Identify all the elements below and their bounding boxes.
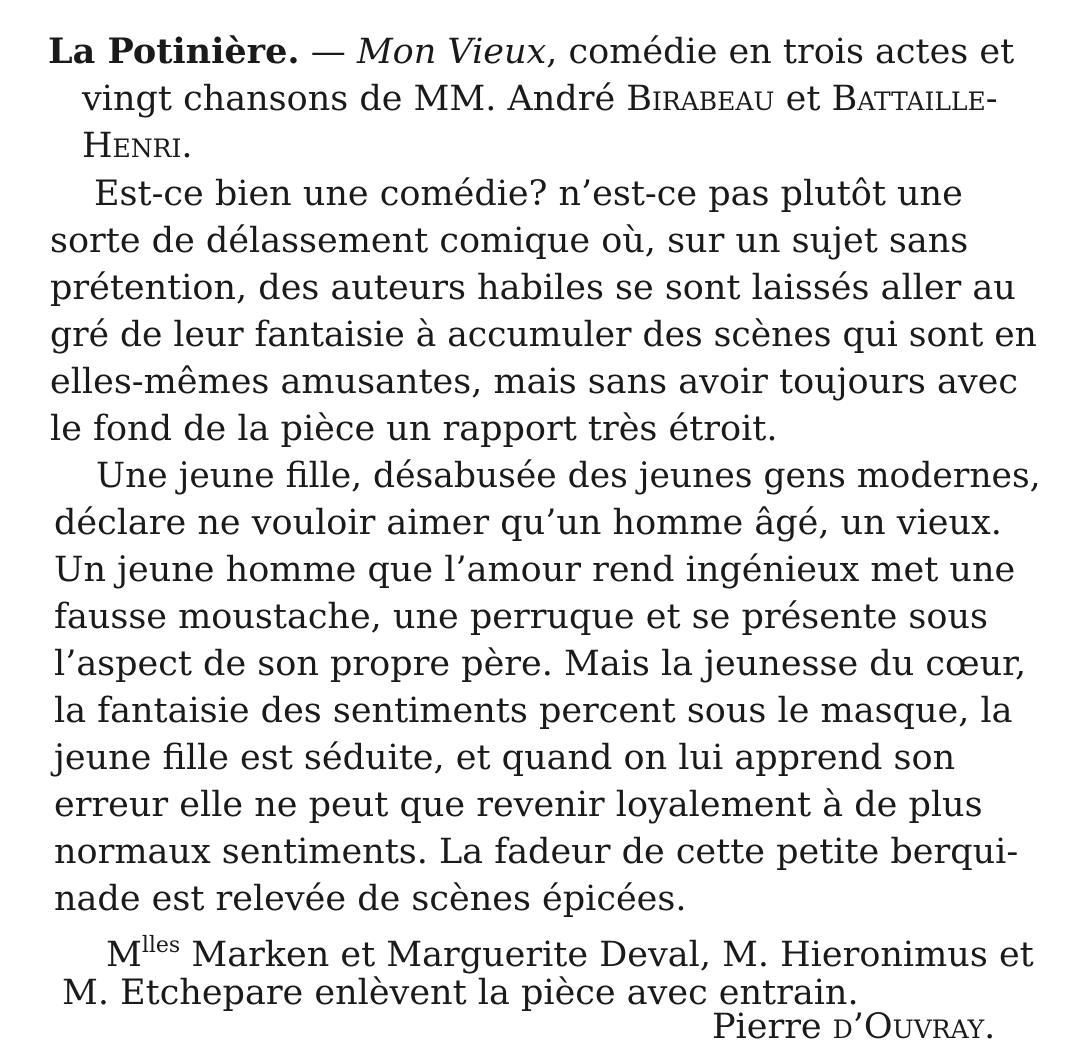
para2-line: jeune fille est séduite, et quand on lui apprend son <box>54 738 956 778</box>
para2-line: l’aspect de son propre père. Mais la jeunesse du cœur, <box>54 644 1027 684</box>
heading-line-1 <box>48 30 1014 74</box>
para1-line: prétention, des auteurs habiles se sont laissés aller au <box>50 268 1016 308</box>
play-title: Mon Vieux <box>356 32 547 72</box>
para1-line: le fond de la pièce un rapport très étroit. <box>50 409 778 449</box>
para3-line-2: M. Etchepare enlèvent la pièce avec entrain. <box>62 973 859 1013</box>
para1-line: gré de leur fantaisie à accumuler des scènes qui sont en <box>50 315 1037 355</box>
para2-line: erreur elle ne peut que revenir loyalement à de plus <box>54 785 983 825</box>
para1-line: elles-mêmes amusantes, mais sans avoir toujours avec <box>50 362 1018 402</box>
heading-line-3-end: . <box>181 126 193 166</box>
author-battaille-part1: Battaille- <box>831 79 998 119</box>
signature <box>712 1005 995 1049</box>
author-birabeau: Birabeau <box>626 79 775 119</box>
heading-line-2-text: vingt chansons de MM. André <box>82 79 627 119</box>
author-battaille-part2: Henri <box>82 126 182 166</box>
cast-title-prefix: M <box>106 935 142 975</box>
heading-line-2 <box>82 77 998 121</box>
para2-line: fausse moustache, une perruque et se présente sous <box>54 597 988 637</box>
para2-line: Un jeune homme que l’amour rend ingénieux met une <box>54 550 1016 590</box>
para2-line: la fantaisie des sentiments percent sous le masque, la <box>54 691 1013 731</box>
para3-line-1 <box>106 924 1034 975</box>
heading-line-1-rest: , comédie en trois actes et <box>546 32 1015 72</box>
signature-end: . <box>984 1007 996 1047</box>
para2-line: nade est relevée de scènes épicées. <box>54 879 687 919</box>
cast-title-superscript: lles <box>141 933 181 958</box>
para1-line: Est-ce bien une comédie? n’est-ce pas plutôt une <box>94 174 963 214</box>
para2-line: normaux sentiments. La fadeur de cette petite berqui- <box>54 832 1019 872</box>
para2-line: déclare ne vouloir aimer qu’un homme âgé, un vieux. <box>54 503 1002 543</box>
cast-line-1-rest: Marken et Marguerite Deval, M. Hieronimus et <box>180 935 1034 975</box>
heading-dash: — <box>299 32 357 72</box>
signature-last-name: d’Ouvray <box>832 1007 985 1047</box>
para2-line: Une jeune fille, désabusée des jeunes gens modernes, <box>96 456 1041 496</box>
venue-name: La Potinière. <box>48 31 300 72</box>
heading-line-3 <box>82 124 193 168</box>
heading-conj: et <box>774 79 832 119</box>
para1-line: sorte de délassement comique où, sur un sujet sans <box>50 221 969 261</box>
signature-first-name: Pierre <box>712 1007 833 1047</box>
